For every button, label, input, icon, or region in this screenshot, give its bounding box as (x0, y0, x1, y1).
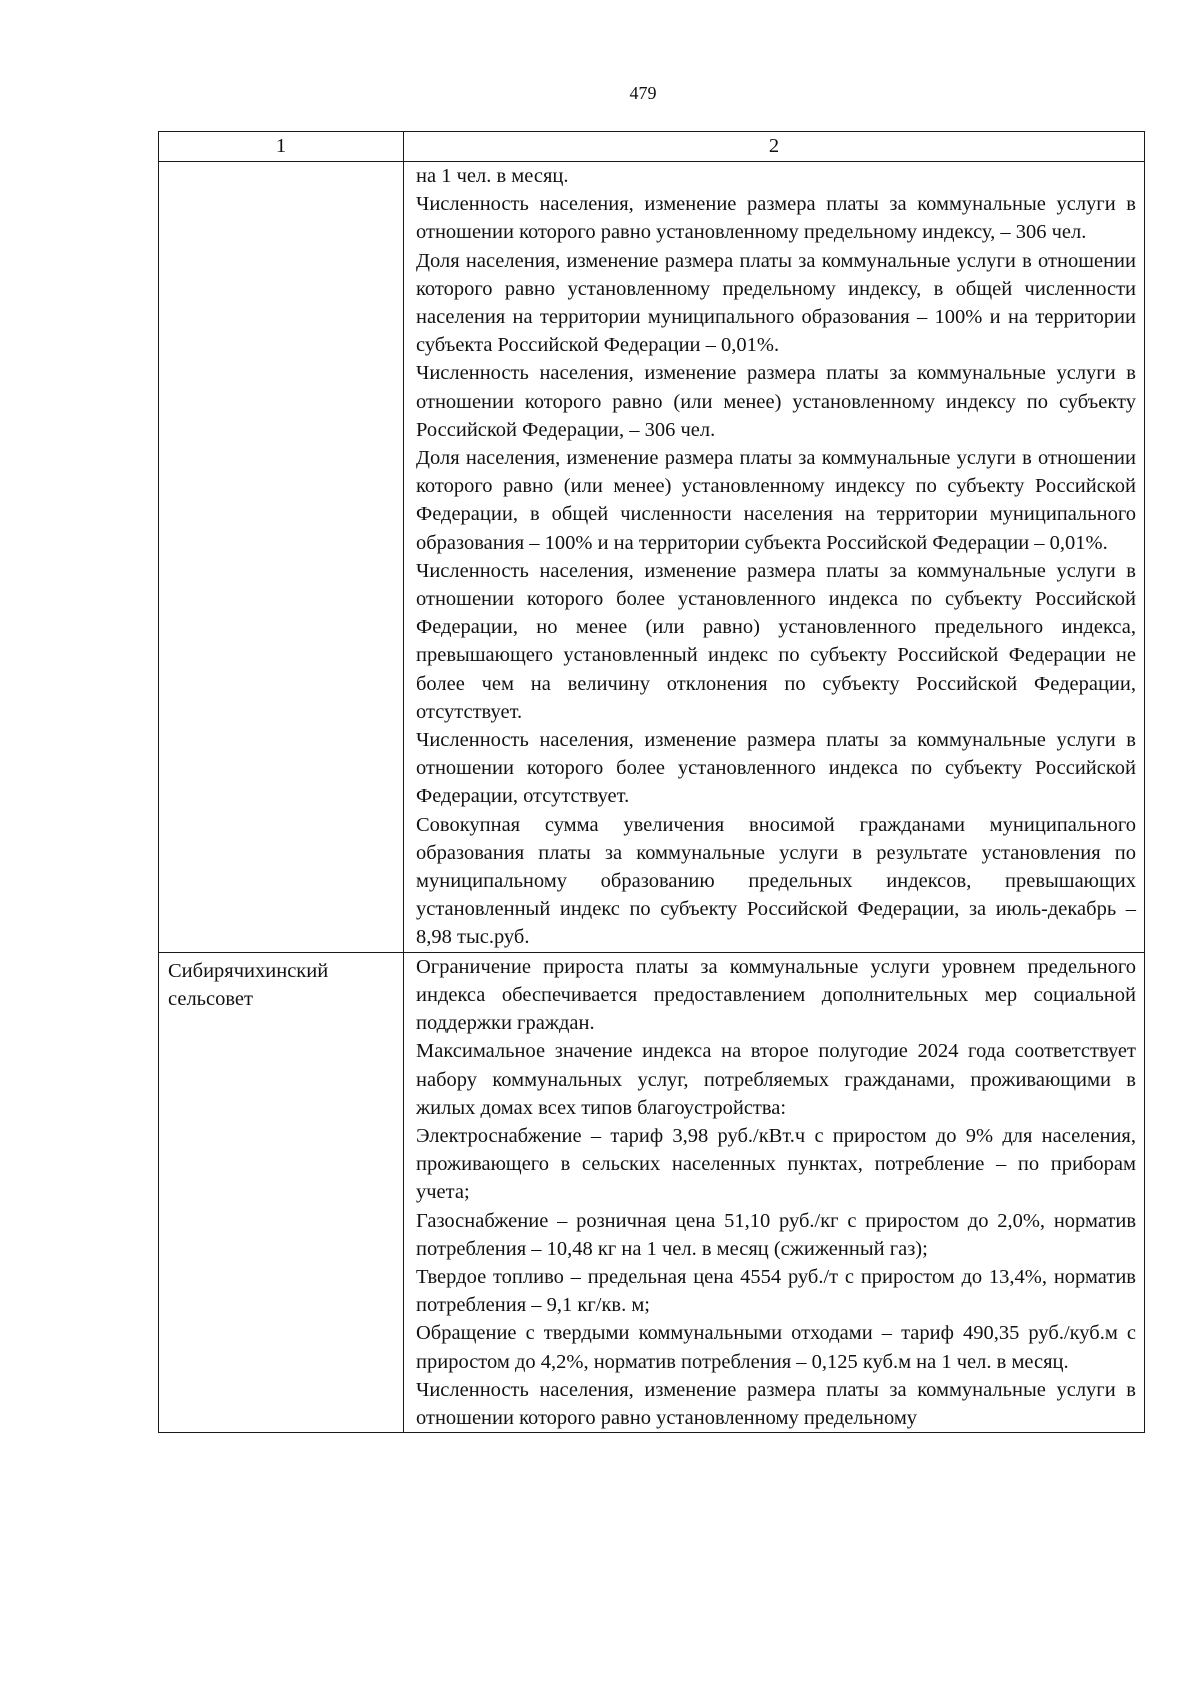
paragraph: Газоснабжение – розничная цена 51,10 руб./кг с приростом до 2,0%, норматив потребления – 10,48 кг на 1 чел. в месяц (сжиженный газ); (416, 1209, 1136, 1260)
municipality-name: Сибирячихинский сельсовет (159, 952, 404, 1432)
paragraph: Доля населения, изменение размера платы за коммунальные услуги в отношении которого равно (или менее) установленному индексу по субъекту Российской Федерации, в общей численности населения на территории муниципального образования – 100% и на территории субъекта Российской Федерации – 0,01%. (416, 447, 1136, 554)
paragraph: Численность населения, изменение размера платы за коммунальные услуги в отношении которого равно (или менее) установленному индексу по субъекту Российской Федерации, – 306 чел. (416, 362, 1136, 441)
paragraph: Численность населения, изменение размера платы за коммунальные услуги в отношении которого более установленного индекса по субъекту Российской Федерации, отсутствует. (416, 729, 1136, 808)
paragraph: Численность населения, изменение размера платы за коммунальные услуги в отношении которого равно установленному предельному (416, 1378, 1136, 1429)
page-number: 479 (629, 83, 657, 103)
paragraph: Численность населения, изменение размера платы за коммунальные услуги в отношении которого равно установленному предельному индексу, – 306 чел. (416, 193, 1136, 244)
table-row (159, 952, 1145, 1432)
paragraph: Доля населения, изменение размера платы за коммунальные услуги в отношении которого равно установленному предельному индексу, в общей численности населения на территории муниципального образования – 100% и на территории субъекта Российской Федерации – 0,01%. (416, 249, 1136, 357)
paragraph: на 1 чел. в месяц. (416, 165, 569, 187)
municipal-index-table (158, 131, 1145, 1433)
paragraph: Твердое топливо – предельная цена 4554 руб./т с приростом до 13,4%, норматив потребления – 9,1 кг/кв. м; (416, 1265, 1136, 1317)
paragraph: Ограничение прироста платы за коммунальные услуги уровнем предельного индекса обеспечивается предоставлением дополнительных мер социальной поддержки граждан. (416, 955, 1136, 1035)
column-header-1: 1 (159, 132, 404, 162)
row-content (404, 162, 1145, 953)
paragraph: Совокупная сумма увеличения вносимой гражданами муниципального образования платы за коммунальные услуги в результате установления по муниципальному образованию предельных индексов, превышающих установленный индекс по субъекту Российской Федерации, за июль-декабрь – 8,98 тыс.руб. (416, 813, 1136, 949)
municipality-name (159, 162, 404, 953)
row-content (404, 952, 1145, 1432)
paragraph: Максимальное значение индекса на второе полугодие 2024 года соответствует набору коммунальных услуг, потребляемых гражданами, проживающими в жилых домах всех типов благоустройства: (416, 1040, 1136, 1119)
paragraph: Численность населения, изменение размера платы за коммунальные услуги в отношении которого более установленного индекса по субъекту Российской Федерации, но менее (или равно) установленного предельного индекса, превышающего установленный индекс по субъекту Российской Федерации не более чем на величину отклонения по субъекту Российской Федерации, отсутствует. (416, 559, 1136, 723)
paragraph: Электроснабжение – тариф 3,98 руб./кВт.ч с приростом до 9% для населения, проживающего в сельских населенных пунктах, потребление – по приборам учета; (416, 1124, 1136, 1204)
paragraph: Обращение с твердыми коммунальными отходами – тариф 490,35 руб./куб.м с приростом до 4,2%, норматив потребления – 0,125 куб.м на 1 чел. в месяц. (416, 1322, 1136, 1373)
table-header-row (159, 132, 1145, 162)
column-header-2: 2 (404, 132, 1145, 162)
table-row (159, 162, 1145, 953)
